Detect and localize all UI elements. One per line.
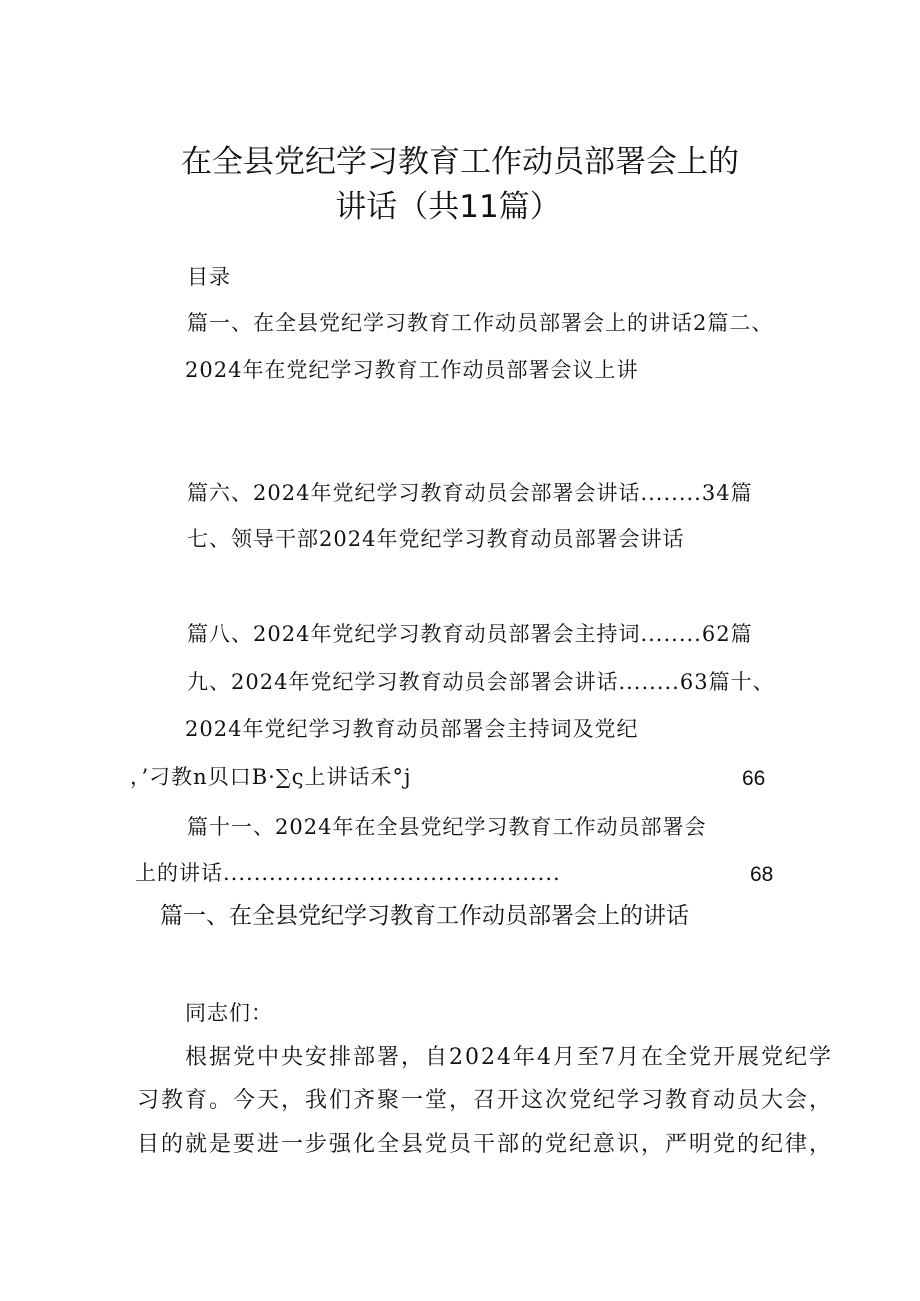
toc-line-garbled: ，’刁教n贝口B·∑ς上讲话禾°j <box>130 765 412 789</box>
toc-line: 篇六、2024年党纪学习教育动员会部署会讲话........34篇 <box>187 481 753 505</box>
toc-line: 七、领导干部2024年党纪学习教育动员部署会讲话 <box>187 527 685 551</box>
toc-page-number: 66 <box>742 767 766 790</box>
toc-line: 2024年党纪学习教育动员部署会主持词及党纪 <box>185 717 639 741</box>
toc-line: 九、2024年党纪学习教育动员会部署会讲话........63篇十、 <box>187 670 775 694</box>
toc-line: 篇十一、2024年在全县党纪学习教育工作动员部署会 <box>187 815 707 839</box>
section-heading: 篇一、在全县党纪学习教育工作动员部署会上的讲话 <box>160 903 689 929</box>
toc-page-number: 68 <box>750 863 774 886</box>
toc-line: 篇一、在全县党纪学习教育工作动员部署会上的讲话2篇二、 <box>187 311 774 335</box>
document-title-line-1: 在全县党纪学习教育工作动员部署会上的 <box>181 144 739 180</box>
body-line: 习教育。今天，我们齐聚一堂，召开这次党纪学习教育动员大会， <box>137 1088 834 1113</box>
salutation: 同志们： <box>185 1001 273 1025</box>
body-line: 根据党中央安排部署，自2024年4月至7月在全党开展党纪学 <box>185 1045 833 1070</box>
document-title-line-2: 讲话（共11篇） <box>335 189 561 225</box>
toc-line: 篇八、2024年党纪学习教育动员部署会主持词........62篇 <box>187 622 753 646</box>
toc-label: 目录 <box>187 265 231 289</box>
toc-line: 2024年在党纪学习教育工作动员部署会议上讲 <box>185 358 639 382</box>
body-line: 目的就是要进一步强化全县党员干部的党纪意识，严明党的纪律， <box>137 1132 834 1157</box>
toc-line: 上的讲话............................................ <box>135 861 561 885</box>
